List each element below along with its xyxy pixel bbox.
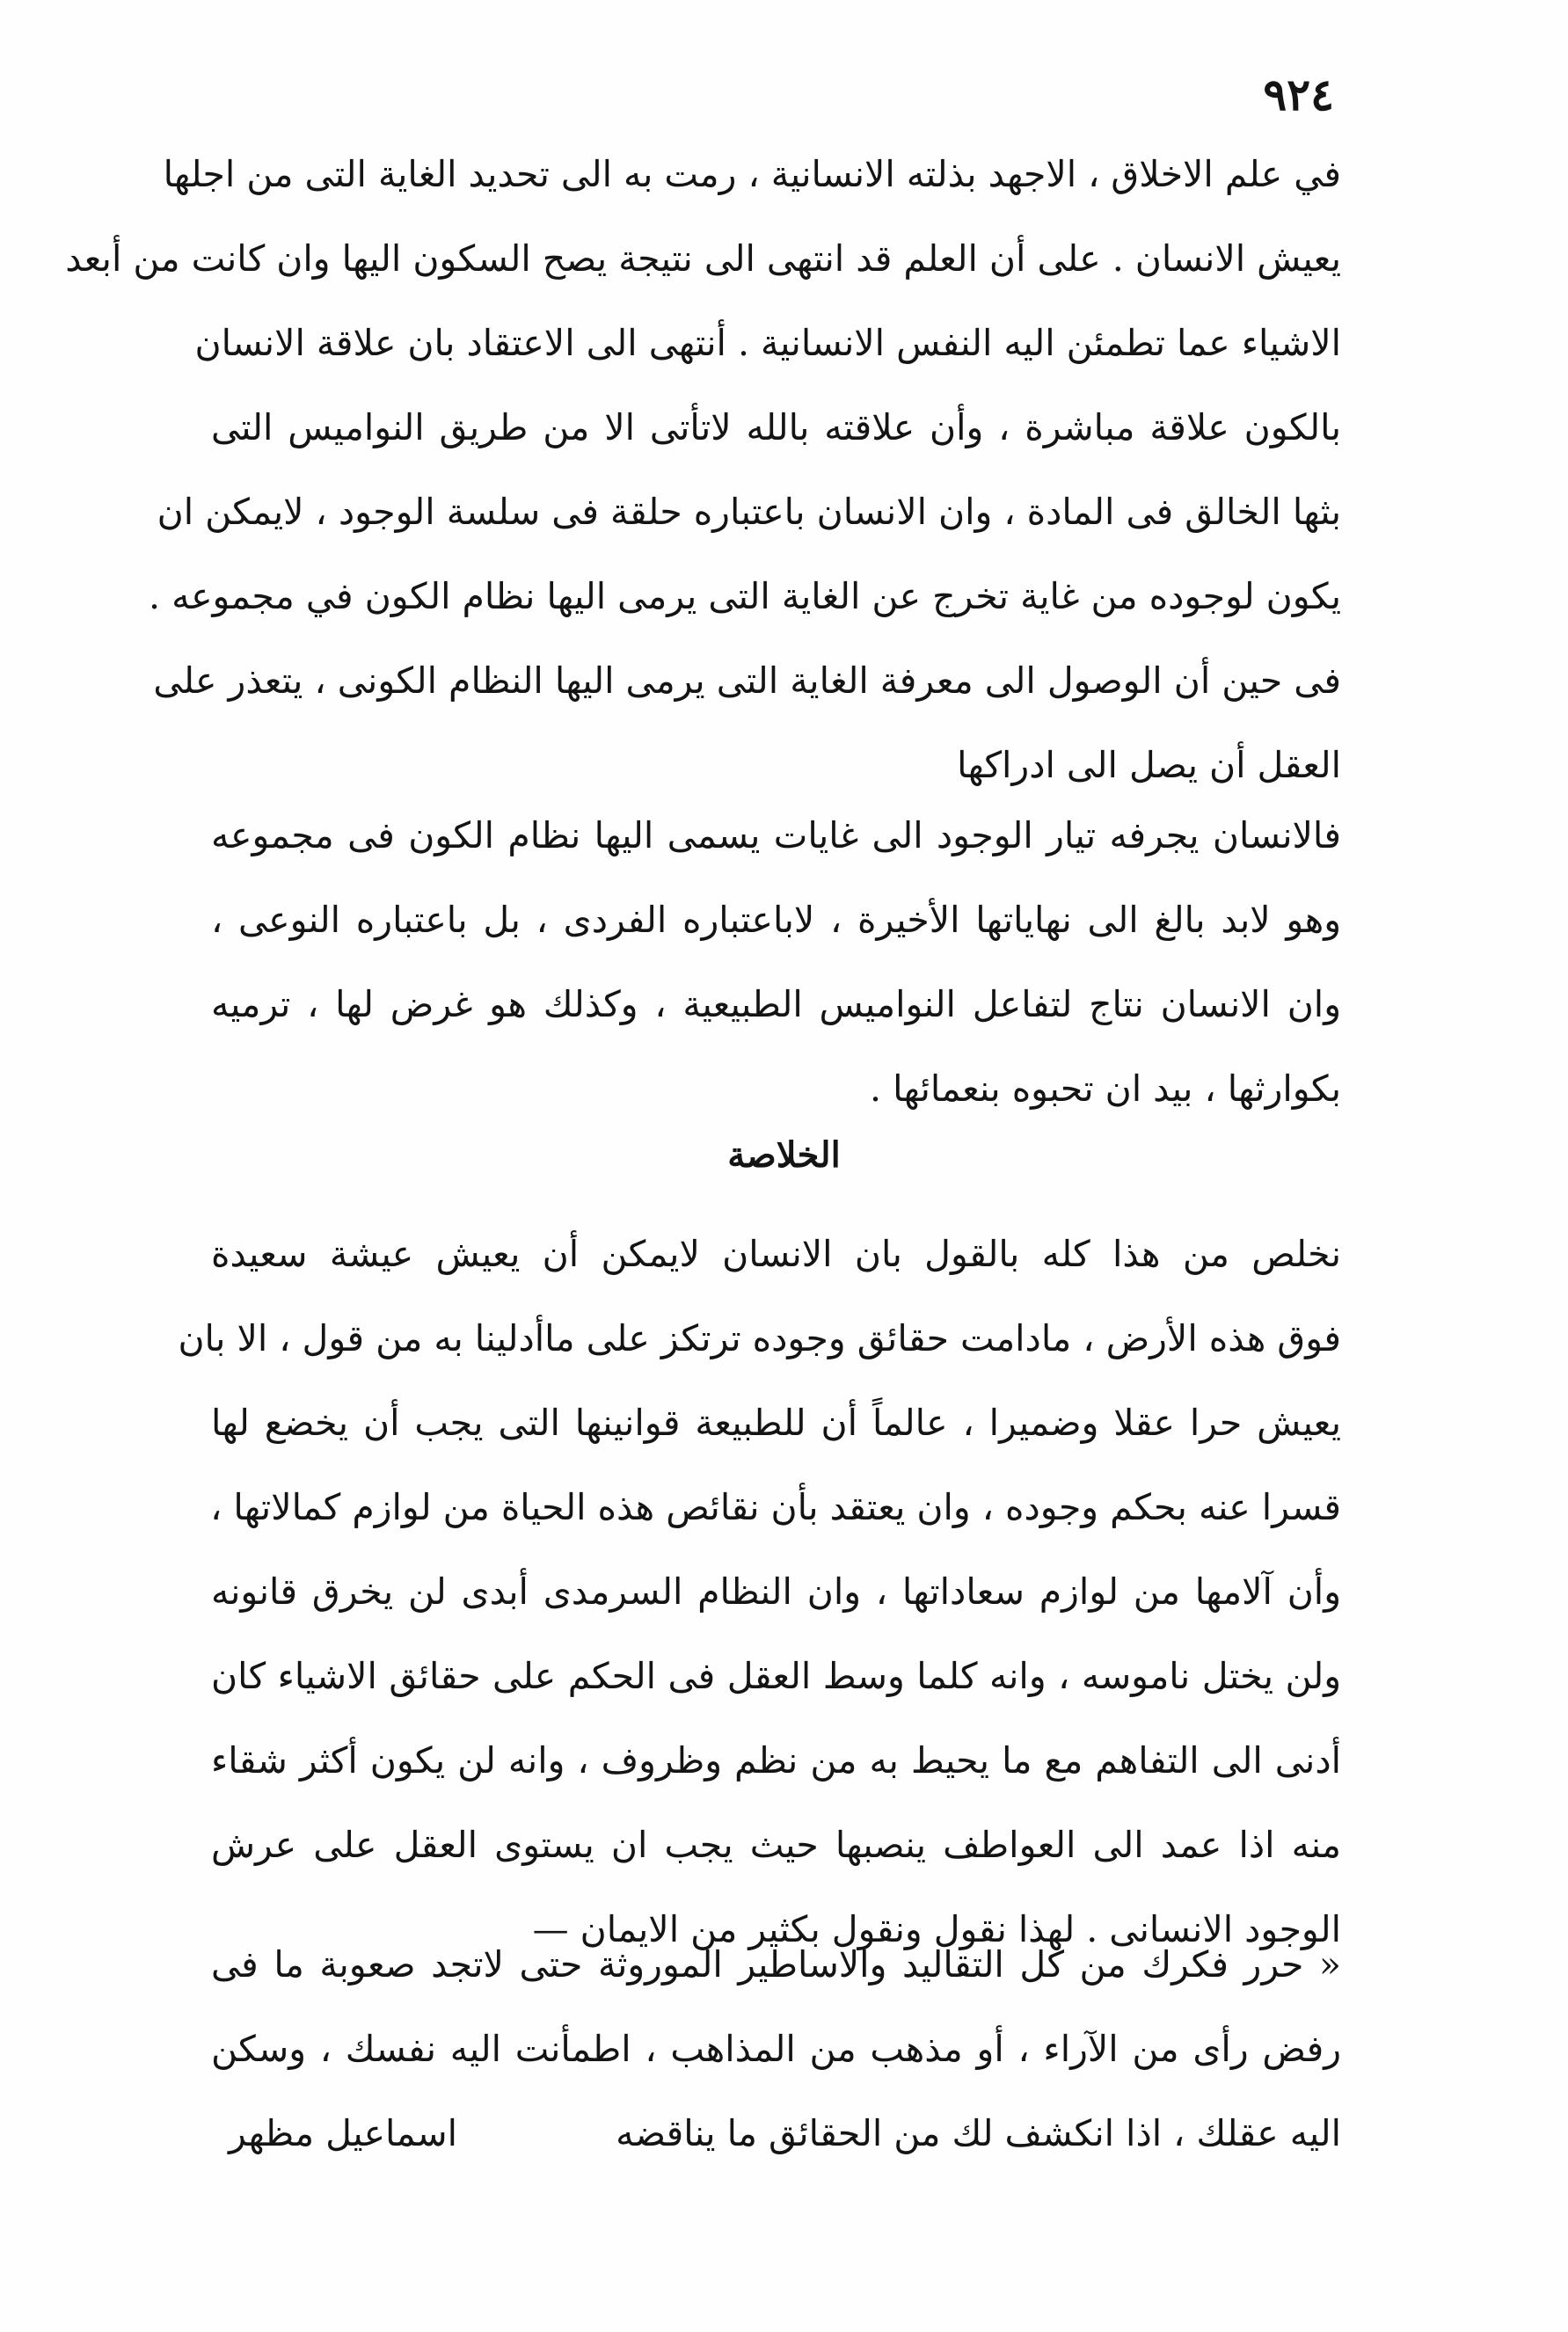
text-line: وان الانسان نتاج لتفاعل النواميس الطبيعية ، وكذلك هو غرض لها ، ترميه — [211, 983, 1341, 1025]
author-signature: اسماعيل مظهر — [229, 2112, 457, 2154]
text-line: نخلص من هذا كله بالقول بان الانسان لايمكن أن يعيش عيشة سعيدة — [211, 1233, 1341, 1275]
page-number: ٩٢٤ — [1263, 69, 1334, 120]
text-line: منه اذا عمد الى العواطف ينصبها حيث يجب ان يستوى العقل على عرش — [211, 1824, 1341, 1866]
text-line: وهو لابد بالغ الى نهاياتها الأخيرة ، لاباعتباره الفردى ، بل باعتباره النوعى ، — [211, 899, 1341, 941]
text-line: بكوارثها ، بيد ان تحبوه بنعمائها . — [870, 1068, 1341, 1110]
text-line: الاشياء عما تطمئن اليه النفس الانسانية . أنتهى الى الاعتقاد بان علاقة الانسان — [194, 322, 1341, 364]
text-line: فى حين أن الوصول الى معرفة الغاية التى يرمى اليها النظام الكونى ، يتعذر على — [153, 660, 1341, 702]
closing-line — [211, 2091, 1341, 2175]
text-line: « حرر فكرك من كل التقاليد والاساطير الموروثة حتى لاتجد صعوبة ما فى — [211, 1943, 1341, 1986]
text-line: ولن يختل ناموسه ، وانه كلما وسط العقل فى الحكم على حقائق الاشياء كان — [211, 1655, 1341, 1697]
paragraph-3 — [178, 1212, 1341, 1971]
text-line: بثها الخالق فى المادة ، وان الانسان باعتباره حلقة فى سلسة الوجود ، لايمكن ان — [157, 491, 1341, 533]
paragraph-1 — [65, 132, 1341, 807]
text-line: قسرا عنه بحكم وجوده ، وان يعتقد بأن نقائص هذه الحياة من لوازم كمالاتها ، — [210, 1486, 1341, 1528]
text-line: فالانسان يجرفه تيار الوجود الى غايات يسمى اليها نظام الكون فى مجموعه — [211, 814, 1341, 856]
text-line: رفض رأى من الآراء ، أو مذهب من المذاهب ، اطمأنت اليه نفسك ، وسكن — [211, 2028, 1341, 2070]
text-line: بالكون علاقة مباشرة ، وأن علاقته بالله لاتأتى الا من طريق النواميس التى — [211, 406, 1341, 448]
text-line: في علم الاخلاق ، الاجهد بذلته الانسانية ، رمت به الى تحديد الغاية التى من اجلها — [163, 153, 1341, 195]
text-line: يكون لوجوده من غاية تخرج عن الغاية التى يرمى اليها نظام الكون في مجموعه . — [149, 575, 1341, 617]
text-line: يعيش حرا عقلا وضميرا ، عالماً أن للطبيعة قوانينها التى يجب أن يخضع لها — [211, 1402, 1341, 1444]
paragraph-2 — [211, 793, 1341, 1131]
text-line: وأن آلامها من لوازم سعاداتها ، وان النظام السرمدى أبدى لن يخرق قانونه — [211, 1570, 1341, 1613]
quotation-end: اليه عقلك ، اذا انكشف لك من الحقائق ما يناقضه — [616, 2112, 1341, 2154]
text-line: الوجود الانسانى . لهذا نقول ونقول بكثير من الايمان — — [532, 1908, 1341, 1950]
text-line: يعيش الانسان . على أن العلم قد انتهى الى نتيجة يصح السكون اليها وان كانت من أبعد — [65, 237, 1341, 280]
text-line: العقل أن يصل الى ادراكها — [957, 744, 1341, 786]
text-line: فوق هذه الأرض ، مادامت حقائق وجوده ترتكز على ماأدلينا به من قول ، الا بان — [178, 1317, 1341, 1359]
text-line: أدنى الى التفاهم مع ما يحيط به من نظم وظروف ، وانه لن يكون أكثر شقاء — [211, 1739, 1341, 1782]
quotation — [211, 1922, 1341, 2091]
section-heading: الخلاصة — [727, 1134, 841, 1176]
